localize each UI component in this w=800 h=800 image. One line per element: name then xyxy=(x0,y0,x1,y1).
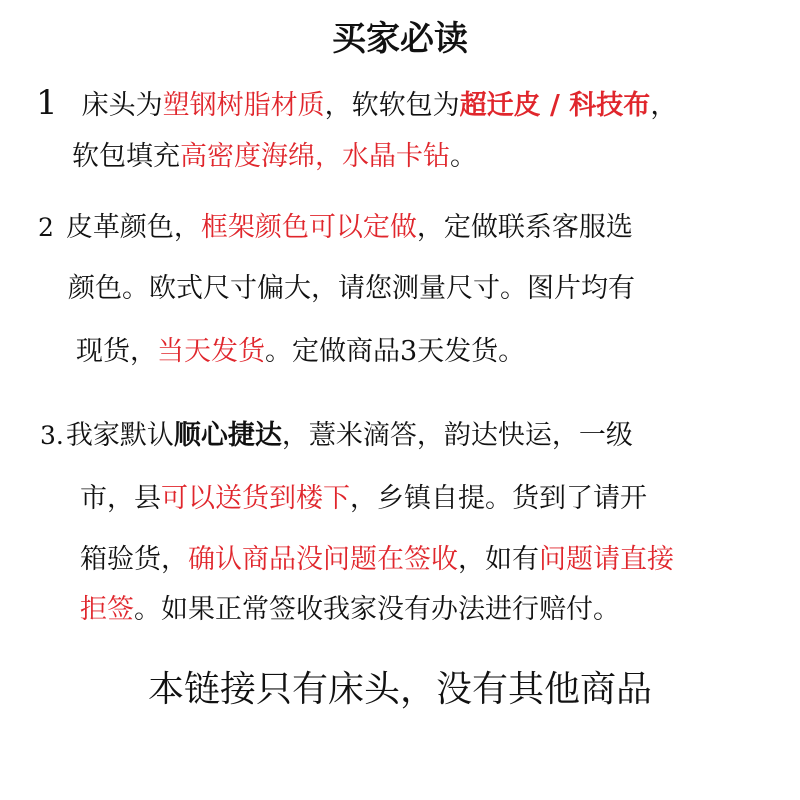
text: ，如有 xyxy=(458,544,539,575)
highlight-filling: 高密度海绵，水晶卡钻 xyxy=(180,141,450,172)
section-1-number: 1 xyxy=(36,83,58,123)
section-1-line-1 xyxy=(36,83,678,123)
text: 箱验货， xyxy=(80,544,188,575)
text: 我家默认 xyxy=(65,420,174,451)
highlight-reject: 问题请直接 xyxy=(539,544,674,575)
text: ，乡镇自提。货到了请开 xyxy=(350,483,647,514)
section-3-line-4 xyxy=(80,596,620,623)
section-2-number: 2 xyxy=(38,213,54,242)
text: 床头为 xyxy=(81,90,163,121)
section-3-line-2 xyxy=(80,485,647,512)
text: ， xyxy=(650,90,678,121)
text: 。 xyxy=(450,141,477,172)
text: 皮革颜色， xyxy=(65,212,201,243)
highlight-same-day: 当天发货 xyxy=(157,336,265,367)
text: 软包填充 xyxy=(72,141,180,172)
highlight-material: 塑钢树脂材质 xyxy=(162,90,325,121)
section-2-line-2: 颜色。欧式尺寸偏大，请您测量尺寸。图片均有 xyxy=(68,273,635,304)
section-1-line-2 xyxy=(72,143,477,170)
text: 市，县 xyxy=(80,483,161,514)
highlight-courier: 顺心捷达 xyxy=(173,420,282,451)
text: ，软软包为 xyxy=(324,90,460,121)
text: ，薏米滴答，韵达快运，一级 xyxy=(281,420,633,451)
text: ，定做联系客服选 xyxy=(416,212,633,243)
highlight-fabric: 超迁皮 / 科技布 xyxy=(459,90,651,121)
text: 。定做商品3天发货。 xyxy=(265,336,526,367)
footer-notice: 本链接只有床头，没有其他商品 xyxy=(147,669,652,710)
text: 。如果正常签收我家没有办法进行赔付。 xyxy=(134,594,620,625)
section-3-line-1 xyxy=(40,422,633,449)
section-3-number: 3. xyxy=(40,421,64,450)
highlight-refuse: 拒签 xyxy=(80,594,134,625)
text: 现货， xyxy=(76,336,157,367)
section-2-line-3 xyxy=(76,338,525,365)
highlight-confirm: 确认商品没问题在签收 xyxy=(188,544,458,575)
highlight-delivery: 可以送货到楼下 xyxy=(161,483,350,514)
highlight-custom-frame: 框架颜色可以定做 xyxy=(200,212,417,243)
section-3-line-3 xyxy=(80,546,674,573)
section-2-line-1 xyxy=(38,214,633,241)
page-title: 买家必读 xyxy=(332,19,468,59)
